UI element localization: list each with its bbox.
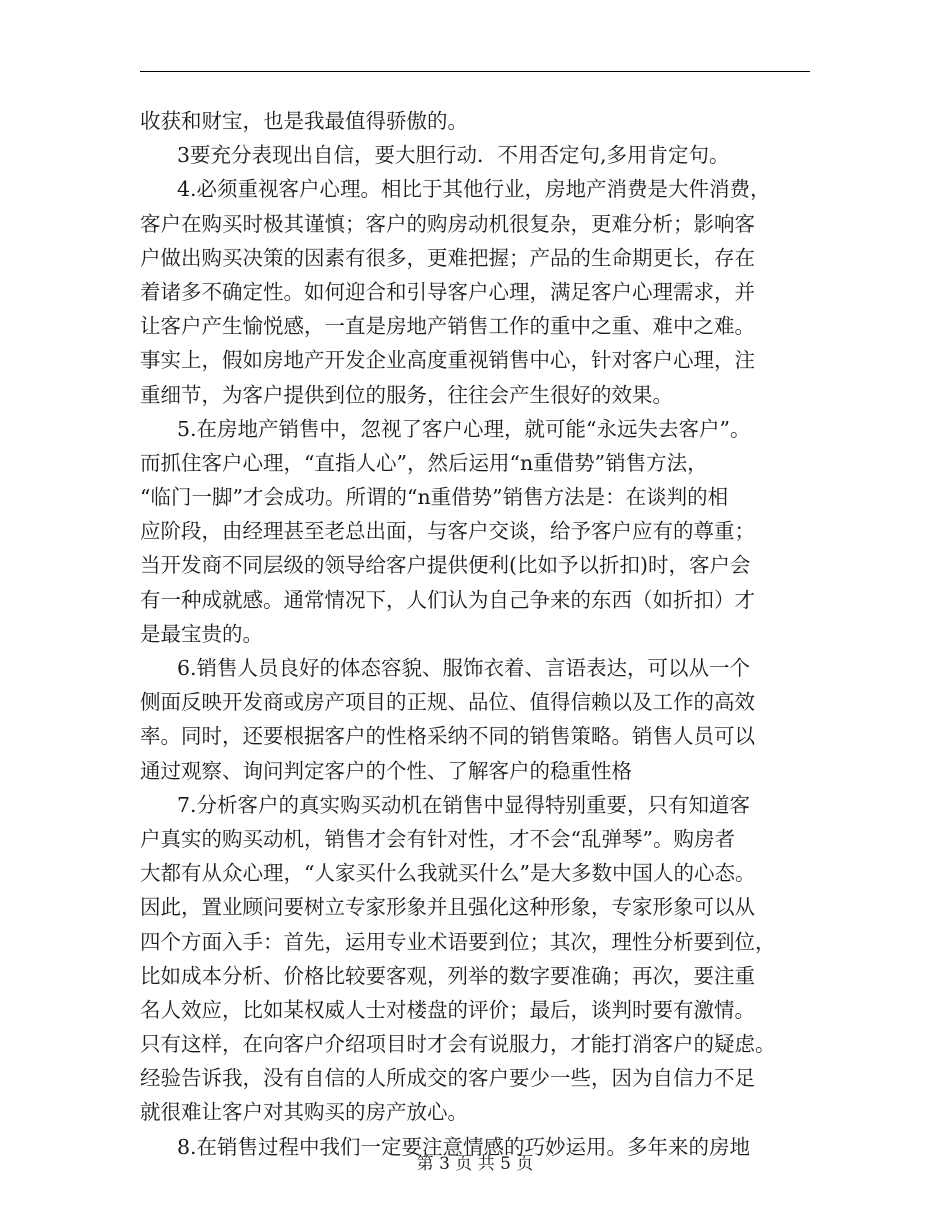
text-line: 户真实的购买动机，销售才会有针对性，才不会“乱弹琴”。购房者 [140,826,735,851]
text-line: 而抓住客户心理，“直指人心”，然后运用“n重借势”销售方法， [140,450,708,475]
text-line: 7.分析客户的真实购买动机在销售中显得特别重要，只有知道客 [177,792,751,817]
text-line: 只有这样，在向客户介绍项目时才会有说服力，才能打消客户的疑虑。 [140,1032,776,1057]
text-line: 比如成本分析、价格比较要客观，列举的数字要准确；再次，要注重 [140,963,755,988]
text-line: 事实上，假如房地产开发企业高度重视销售中心，针对客户心理，注 [140,348,755,373]
text-line: 着诸多不确定性。如何迎合和引导客户心理，满足客户心理需求，并 [140,279,755,304]
text-line: 户做出购买决策的因素有很多，更难把握；产品的生命期更长，存在 [140,245,755,270]
text-line: 8.在销售过程中我们一定要注意情感的巧妙运用。多年来的房地 [177,1134,751,1159]
document-body [140,104,810,1164]
text-line: 有一种成就感。通常情况下，人们认为自己争来的东西（如折扣）才 [140,587,755,612]
text-line: 侧面反映开发商或房产项目的正规、品位、值得信赖以及工作的高效 [140,690,755,715]
text-line: 因此，置业顾问要树立专家形象并且强化这种形象，专家形象可以从 [140,895,755,920]
text-line: 就很难让客户对其购买的房产放心。 [140,1100,468,1125]
text-line: 5.在房地产销售中，忽视了客户心理，就可能“永远失去客户”。 [177,416,751,441]
text-line: 通过观察、询问判定客户的个性、了解客户的稳重性格 [140,758,632,783]
text-line: 名人效应，比如某权威人士对楼盘的评价；最后，谈判时要有激情。 [140,997,755,1022]
text-line: 率。同时，还要根据客户的性格采纳不同的销售策略。销售人员可以 [140,724,755,749]
text-line: 客户在购买时极其谨慎；客户的购房动机很复杂，更难分析；影响客 [140,211,755,236]
text-line: 当开发商不同层级的领导给客户提供便利(比如予以折扣)时，客户会 [140,553,751,578]
text-line: “临门一脚”才会成功。所谓的“n重借势”销售方法是：在谈判的相 [140,485,729,510]
text-line: 收获和财宝，也是我最值得骄傲的。 [140,109,468,133]
text-line: 是最宝贵的。 [140,621,263,646]
text-line: 让客户产生愉悦感，一直是房地产销售工作的重中之重、难中之难。 [140,314,755,339]
text-line: 6.销售人员良好的体态容貌、服饰衣着、言语表达，可以从一个 [177,656,751,680]
text-line: 大都有从众心理，“人家买什么我就买什么”是大多数中国人的心态。 [140,861,756,886]
text-line: 4.必须重视客户心理。相比于其他行业，房地产消费是大件消费， [177,177,771,202]
page-number-footer: 第 3 页 共 5 页 [416,1154,534,1174]
text-line: 经验告诉我，没有自信的人所成交的客户要少一些，因为自信力不足 [140,1066,755,1091]
text-line: 3要充分表现出自信，要大胆行动．不用否定句,多用肯定句。 [177,143,730,168]
text-line: 应阶段，由经理甚至老总出面，与客户交谈，给予客户应有的尊重； [140,519,755,544]
text-line: 重细节，为客户提供到位的服务，往往会产生很好的效果。 [140,382,673,407]
text-line: 四个方面入手：首先，运用专业术语要到位；其次，理性分析要到位， [140,929,776,954]
header-rule [140,71,810,72]
